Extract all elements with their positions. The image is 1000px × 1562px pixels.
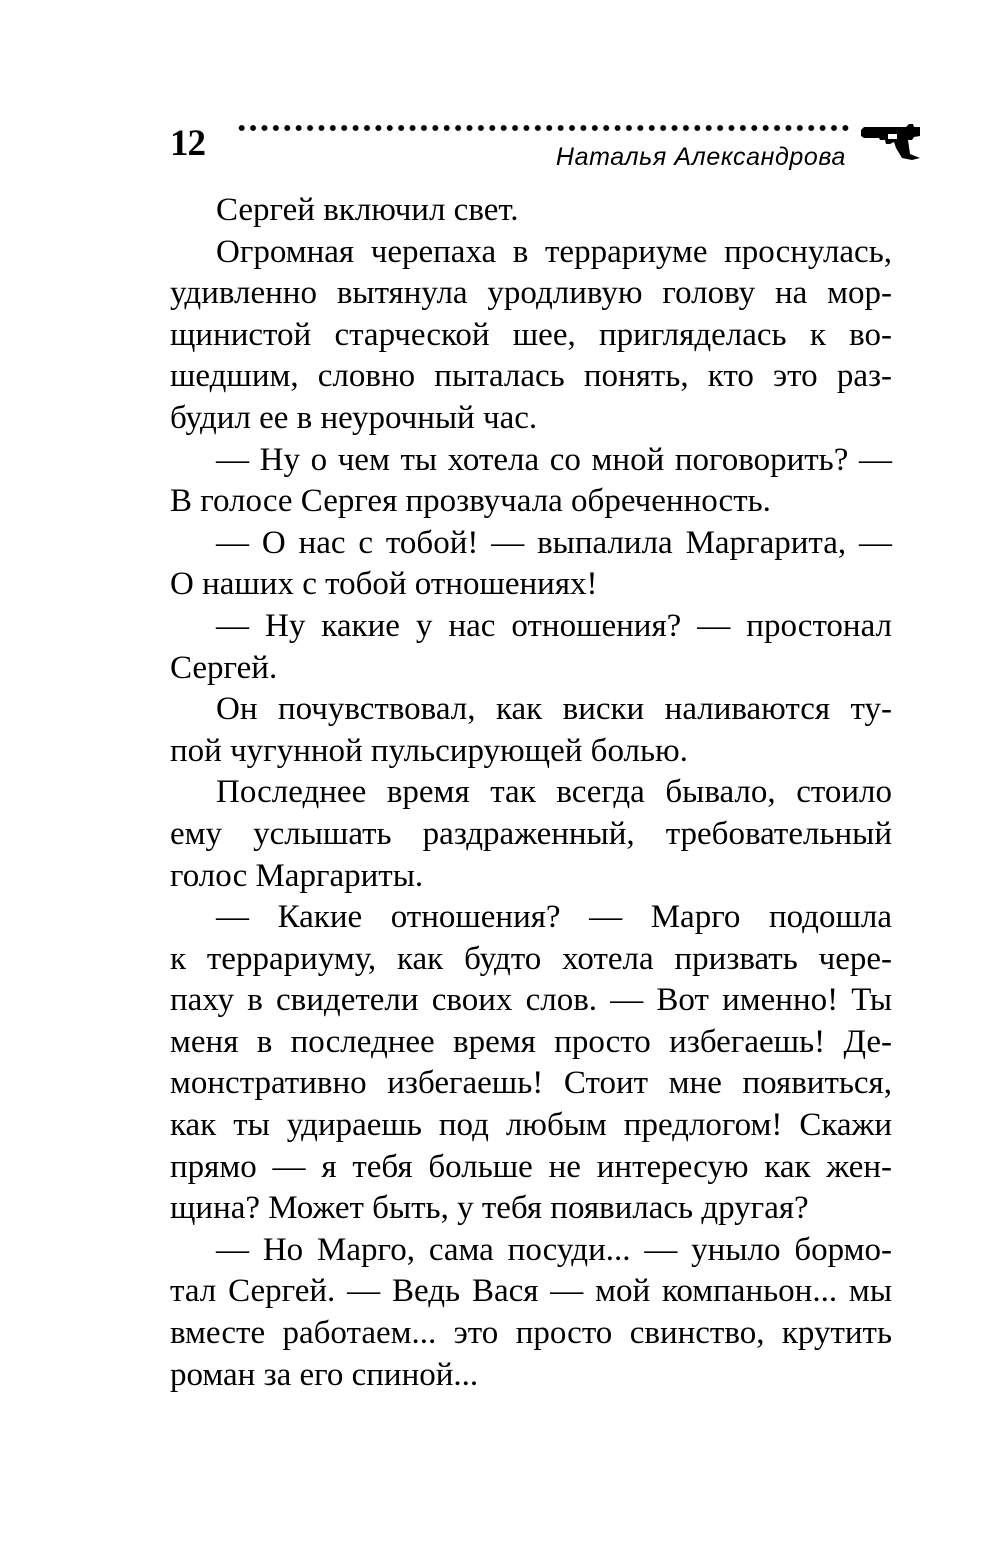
text-line: Он почувствовал, как виски наливаются ту-	[216, 691, 892, 728]
text-line: О наших с тобой отношениях!	[170, 566, 598, 603]
text-line: монстративно избегаешь! Стоит мне появиться,	[170, 1065, 892, 1102]
text-line: будил ее в неурочный час.	[170, 399, 538, 436]
text-line: роман за его спиной...	[170, 1356, 479, 1393]
text-line: щина? Может быть, у тебя появилась другая?	[170, 1190, 809, 1227]
text-line: Сергей включил свет.	[216, 192, 519, 228]
text-line: удивленно вытянула уродливую голову на мор-	[170, 275, 892, 312]
text-line: шедшим, словно пыталась понять, кто это раз-	[170, 358, 892, 395]
body-text	[170, 190, 892, 1396]
text-line: — Ну о чем ты хотела со мной поговорить? —	[216, 441, 892, 478]
text-line: паху в свидетели своих слов. — Вот именно! Ты	[170, 982, 892, 1019]
dotted-rule	[236, 120, 850, 136]
text-line: — Ну какие у нас отношения? — простонал	[216, 607, 892, 644]
text-line: прямо — я тебя больше не интересую как жен-	[170, 1148, 892, 1185]
page-number: 12	[170, 123, 205, 164]
text-line: вместе работаем... это просто свинство, крутить	[170, 1315, 892, 1352]
text-line: тал Сергей. — Ведь Вася — мой компаньон... мы	[170, 1273, 892, 1310]
text-line: ему услышать раздраженный, требовательный	[170, 815, 892, 852]
page-header	[170, 118, 922, 180]
text-line: — Какие отношения? — Марго подошла	[216, 899, 892, 936]
text-line: пой чугунной пульсирующей болью.	[170, 732, 688, 769]
text-line: Сергей.	[170, 649, 278, 686]
text-line: щинистой старческой шее, пригляделась к во-	[170, 316, 892, 353]
text-line: Последнее время так всегда бывало, стоило	[216, 774, 892, 811]
text-line: как ты удираешь под любым предлогом! Скажи	[170, 1107, 892, 1144]
text-line: голос Маргариты.	[170, 857, 424, 894]
text-line: Огромная черепаха в террариуме проснулась,	[216, 233, 892, 270]
pistol-icon	[860, 124, 922, 160]
text-line: — Но Марго, сама посуди... — уныло бормо-	[216, 1231, 892, 1268]
author-name: Наталья Александрова	[555, 143, 846, 171]
text-line: меня в последнее время просто избегаешь! Де-	[170, 1023, 892, 1060]
text-line: В голосе Сергея прозвучала обреченность.	[170, 483, 771, 520]
text-line: — О нас с тобой! — выпалила Маргарита, —	[216, 524, 892, 561]
text-line: к террариуму, как будто хотела призвать чере-	[170, 940, 892, 977]
